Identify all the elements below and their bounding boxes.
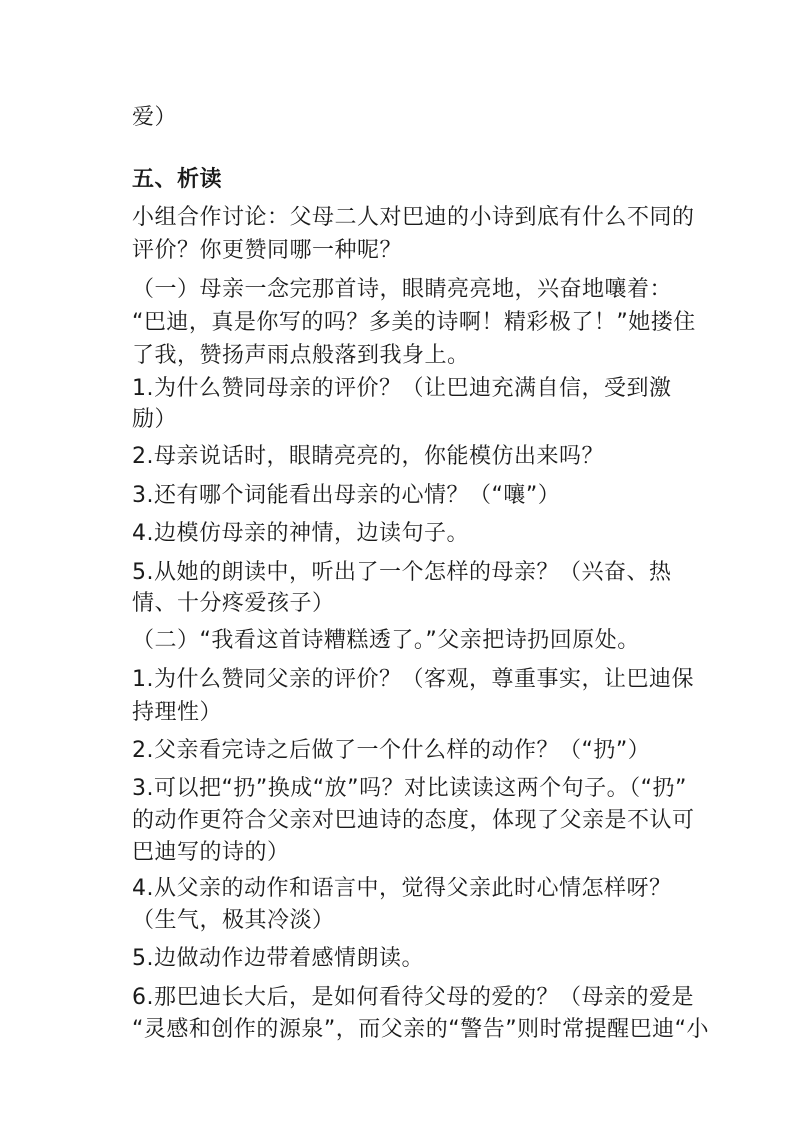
text-line: 爱） (132, 105, 178, 130)
text-line: （生气，极其冷淡） (132, 908, 335, 933)
text-line: 5.从她的朗读中，听出了一个怎样的母亲？（兴奋、热 (132, 560, 672, 585)
text-line: （一）母亲一念完那首诗，眼睛亮亮地，兴奋地嚷着： (132, 277, 673, 302)
text-line: 情、十分疼爱孩子） (132, 591, 335, 616)
text-line: 5.边做动作边带着感情朗读。 (132, 946, 424, 971)
text-line: 巴迪写的诗的） (132, 840, 290, 865)
text-line: 1.为什么赞同母亲的评价？（让巴迪充满自信，受到激 (132, 376, 672, 401)
text-line: “巴迪，真是你写的吗？多美的诗啊！精彩极了！”她搂住 (132, 310, 696, 335)
text-line: 3.还有哪个词能看出母亲的心情？（“嚷”） (132, 483, 561, 508)
text-line: 的动作更符合父亲对巴迪诗的态度，体现了父亲是不认可 (132, 808, 695, 833)
text-line: 了我，赞扬声雨点般落到我身上。 (132, 343, 470, 368)
text-line: 1.为什么赞同父亲的评价？（客观，尊重事实，让巴迪保 (132, 667, 694, 692)
section-heading: 五、析读 (132, 167, 223, 192)
text-line: “灵感和创作的源泉”，而父亲的“警告”则时常提醒巴迪“小 (132, 1017, 709, 1042)
text-line: 小组合作讨论：父母二人对巴迪的小诗到底有什么不同的 (132, 205, 695, 230)
text-line: 持理性） (132, 700, 223, 725)
text-line: 4.从父亲的动作和语言中，觉得父亲此时心情怎样呀？ (132, 876, 672, 901)
text-line: 2.母亲说话时，眼睛亮亮的，你能模仿出来吗？ (132, 444, 604, 469)
text-line: （二）“我看这首诗糟糕透了。”父亲把诗扔回原处。 (132, 628, 640, 653)
text-line: 2.父亲看完诗之后做了一个什么样的动作？（“扔”） (132, 738, 651, 763)
text-line: 3.可以把“扔”换成“放”吗？对比读读这两个句子。（“扔” (132, 776, 687, 801)
text-line: 4.边模仿母亲的神情，边读句子。 (132, 521, 469, 546)
text-line: 励） (132, 407, 178, 432)
text-line: 6.那巴迪长大后，是如何看待父母的爱的？（母亲的爱是 (132, 985, 694, 1010)
text-line: 评价？你更赞同哪一种呢？ (132, 238, 403, 263)
